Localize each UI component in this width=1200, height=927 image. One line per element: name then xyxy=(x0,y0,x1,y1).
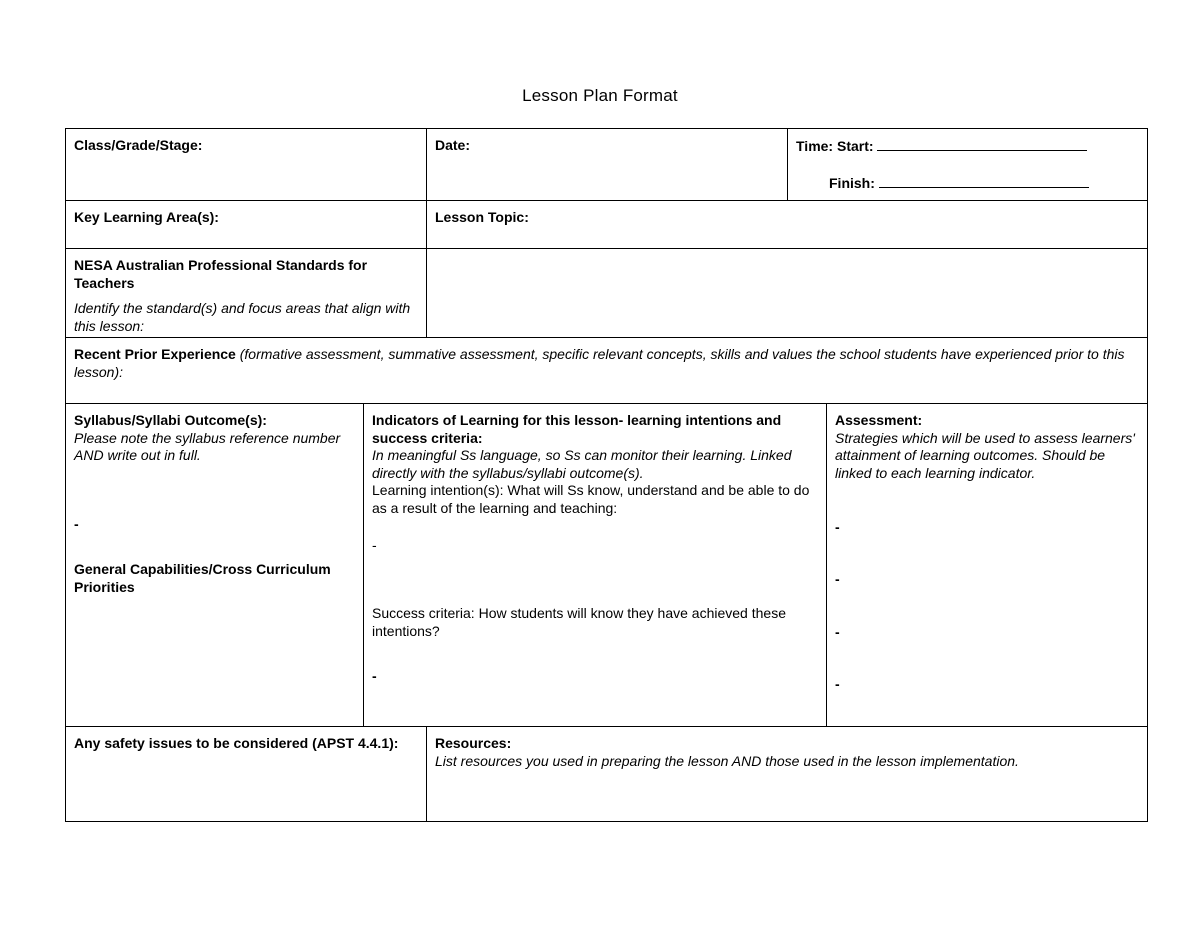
syllabus-outcomes-cell[interactable] xyxy=(65,403,363,726)
assessment-cell[interactable] xyxy=(826,403,1148,726)
assessment-dash-2: - xyxy=(835,571,840,587)
safety-issues-cell[interactable] xyxy=(65,726,426,822)
resources-cell[interactable] xyxy=(426,726,1148,822)
indicators-of-learning-cell[interactable] xyxy=(363,403,826,726)
safety-issues-label: Any safety issues to be considered (APST 4.4.1): xyxy=(74,735,399,751)
key-learning-area-cell[interactable] xyxy=(65,200,426,248)
time-finish-blank[interactable] xyxy=(879,174,1089,188)
key-learning-area-label: Key Learning Area(s): xyxy=(74,209,219,225)
resources-note: List resources you used in preparing the lesson AND those used in the lesson implementation. xyxy=(435,752,1019,769)
prior-experience-cell[interactable] xyxy=(65,337,1148,403)
nesa-standards-cell xyxy=(65,248,426,337)
nesa-standards-input-cell[interactable] xyxy=(426,248,1148,337)
syllabus-outcomes-label: Syllabus/Syllabi Outcome(s): xyxy=(74,412,267,428)
time-finish-label: Finish: xyxy=(829,174,875,191)
assessment-dash-3: - xyxy=(835,624,840,640)
learning-intentions-dash: - xyxy=(372,537,377,553)
general-capabilities-label: General Capabilities/Cross Curriculum Priorities xyxy=(74,561,331,595)
resources-label: Resources: xyxy=(435,735,512,751)
page-title: Lesson Plan Format xyxy=(522,86,678,105)
nesa-standards-label: NESA Australian Professional Standards for Teachers xyxy=(74,257,368,291)
success-criteria-dash: - xyxy=(372,668,377,684)
assessment-dash-4: - xyxy=(835,676,840,692)
assessment-note: Strategies which will be used to assess learners' attainment of learning outcomes. Should be linked to each learning indicator. xyxy=(835,429,1135,481)
success-criteria-text: Success criteria: How students will know they have achieved these intentions? xyxy=(372,605,786,639)
time-start-label: Time: Start: xyxy=(796,138,874,154)
prior-experience-label: Recent Prior Experience xyxy=(74,346,236,362)
class-grade-stage-cell[interactable] xyxy=(65,128,426,200)
time-cell[interactable] xyxy=(787,128,1148,200)
lesson-topic-label: Lesson Topic: xyxy=(435,209,529,225)
learning-intentions-text: Learning intention(s): What will Ss know, understand and be able to do as a result of the learning and teaching: xyxy=(372,482,810,516)
assessment-dash-1: - xyxy=(835,519,840,535)
class-grade-stage-label: Class/Grade/Stage: xyxy=(74,137,203,153)
date-cell[interactable] xyxy=(426,128,787,200)
date-label: Date: xyxy=(435,137,471,153)
syllabus-outcomes-note: Please note the syllabus reference number AND write out in full. xyxy=(74,429,341,463)
nesa-standards-note: Identify the standard(s) and focus areas that align with this lesson: xyxy=(74,300,411,334)
prior-experience-note: (formative assessment, summative assessment, specific relevant concepts, skills and values the school students have experienced prior to this lesson): xyxy=(74,346,1125,380)
lesson-topic-cell[interactable] xyxy=(426,200,1148,248)
indicators-of-learning-label: Indicators of Learning for this lesson- learning intentions and success criteria: xyxy=(372,412,782,446)
time-start-blank[interactable] xyxy=(877,137,1087,151)
indicators-of-learning-note: In meaningful Ss language, so Ss can monitor their learning. Linked directly with the syllabus/syllabi outcome(s). xyxy=(372,447,792,481)
syllabus-dash: - xyxy=(74,516,79,532)
assessment-label: Assessment: xyxy=(835,412,923,428)
